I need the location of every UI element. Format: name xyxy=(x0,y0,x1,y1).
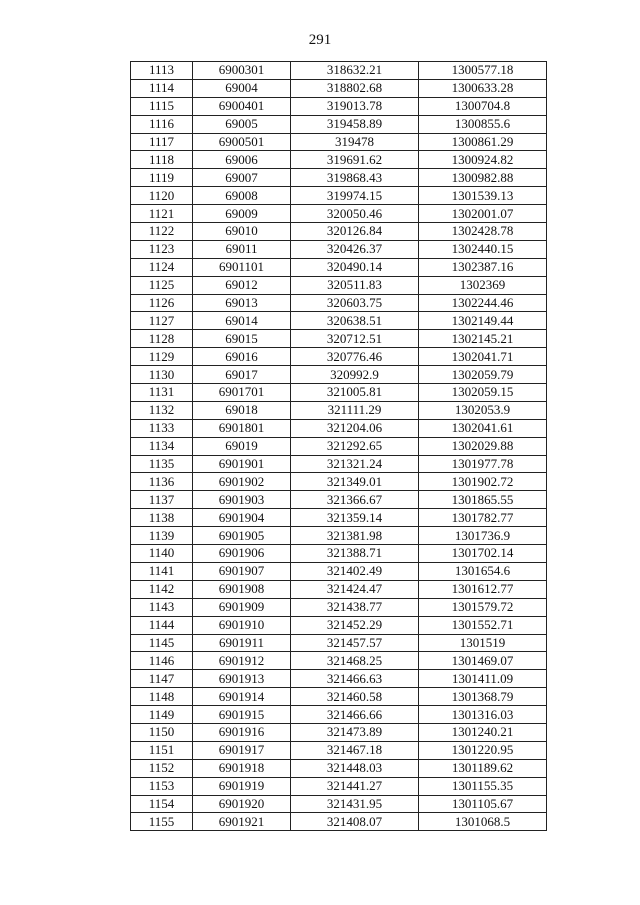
point-id-cell: 6901918 xyxy=(193,759,291,777)
point-id-cell: 6901919 xyxy=(193,777,291,795)
row-index-cell: 1115 xyxy=(131,97,193,115)
row-index-cell: 1136 xyxy=(131,473,193,491)
x-coordinate-cell: 321467.18 xyxy=(291,741,419,759)
y-coordinate-cell: 1301105.67 xyxy=(419,795,547,813)
point-id-cell: 69011 xyxy=(193,240,291,258)
table-row xyxy=(131,527,547,545)
row-index-cell: 1117 xyxy=(131,133,193,151)
row-index-cell: 1144 xyxy=(131,616,193,634)
row-index-cell: 1127 xyxy=(131,312,193,330)
row-index-cell: 1137 xyxy=(131,491,193,509)
point-id-cell: 6901913 xyxy=(193,670,291,688)
y-coordinate-cell: 1302244.46 xyxy=(419,294,547,312)
y-coordinate-cell: 1301220.95 xyxy=(419,741,547,759)
table-row xyxy=(131,240,547,258)
row-index-cell: 1133 xyxy=(131,419,193,437)
x-coordinate-cell: 321366.67 xyxy=(291,491,419,509)
x-coordinate-cell: 321408.07 xyxy=(291,813,419,831)
x-coordinate-cell: 320511.83 xyxy=(291,276,419,294)
y-coordinate-cell: 1300855.6 xyxy=(419,115,547,133)
table-row xyxy=(131,777,547,795)
row-index-cell: 1124 xyxy=(131,258,193,276)
point-id-cell: 69010 xyxy=(193,223,291,241)
row-index-cell: 1130 xyxy=(131,366,193,384)
y-coordinate-cell: 1301155.35 xyxy=(419,777,547,795)
table-row xyxy=(131,330,547,348)
point-id-cell: 6901701 xyxy=(193,384,291,402)
x-coordinate-cell: 320638.51 xyxy=(291,312,419,330)
y-coordinate-cell: 1301368.79 xyxy=(419,688,547,706)
row-index-cell: 1150 xyxy=(131,723,193,741)
x-coordinate-cell: 321457.57 xyxy=(291,634,419,652)
point-id-cell: 6901916 xyxy=(193,723,291,741)
point-id-cell: 69018 xyxy=(193,401,291,419)
x-coordinate-cell: 320603.75 xyxy=(291,294,419,312)
row-index-cell: 1140 xyxy=(131,545,193,563)
y-coordinate-cell: 1302029.88 xyxy=(419,437,547,455)
y-coordinate-cell: 1300633.28 xyxy=(419,79,547,97)
table-row xyxy=(131,795,547,813)
y-coordinate-cell: 1302041.61 xyxy=(419,419,547,437)
x-coordinate-cell: 321204.06 xyxy=(291,419,419,437)
point-id-cell: 6901101 xyxy=(193,258,291,276)
y-coordinate-cell: 1301519 xyxy=(419,634,547,652)
x-coordinate-cell: 321111.29 xyxy=(291,401,419,419)
y-coordinate-cell: 1300577.18 xyxy=(419,62,547,80)
point-id-cell: 69006 xyxy=(193,151,291,169)
y-coordinate-cell: 1300982.88 xyxy=(419,169,547,187)
table-row xyxy=(131,616,547,634)
point-id-cell: 6900401 xyxy=(193,97,291,115)
y-coordinate-cell: 1301240.21 xyxy=(419,723,547,741)
y-coordinate-cell: 1302145.21 xyxy=(419,330,547,348)
row-index-cell: 1121 xyxy=(131,205,193,223)
x-coordinate-cell: 321448.03 xyxy=(291,759,419,777)
table-row xyxy=(131,79,547,97)
y-coordinate-cell: 1302059.15 xyxy=(419,384,547,402)
row-index-cell: 1114 xyxy=(131,79,193,97)
y-coordinate-cell: 1300924.82 xyxy=(419,151,547,169)
table-row xyxy=(131,545,547,563)
table-row xyxy=(131,97,547,115)
row-index-cell: 1120 xyxy=(131,187,193,205)
point-id-cell: 6901902 xyxy=(193,473,291,491)
y-coordinate-cell: 1301977.78 xyxy=(419,455,547,473)
x-coordinate-cell: 321431.95 xyxy=(291,795,419,813)
table-row xyxy=(131,133,547,151)
point-id-cell: 6901910 xyxy=(193,616,291,634)
table-row xyxy=(131,723,547,741)
point-id-cell: 69005 xyxy=(193,115,291,133)
y-coordinate-cell: 1301865.55 xyxy=(419,491,547,509)
coordinates-table-body xyxy=(131,62,547,831)
x-coordinate-cell: 321292.65 xyxy=(291,437,419,455)
row-index-cell: 1143 xyxy=(131,598,193,616)
x-coordinate-cell: 321441.27 xyxy=(291,777,419,795)
table-row xyxy=(131,258,547,276)
row-index-cell: 1148 xyxy=(131,688,193,706)
x-coordinate-cell: 321402.49 xyxy=(291,562,419,580)
y-coordinate-cell: 1302428.78 xyxy=(419,223,547,241)
point-id-cell: 6901912 xyxy=(193,652,291,670)
point-id-cell: 69016 xyxy=(193,348,291,366)
y-coordinate-cell: 1301654.6 xyxy=(419,562,547,580)
row-index-cell: 1113 xyxy=(131,62,193,80)
table-row xyxy=(131,205,547,223)
table-row xyxy=(131,276,547,294)
table-row xyxy=(131,437,547,455)
x-coordinate-cell: 320126.84 xyxy=(291,223,419,241)
table-row xyxy=(131,384,547,402)
x-coordinate-cell: 320712.51 xyxy=(291,330,419,348)
point-id-cell: 69013 xyxy=(193,294,291,312)
point-id-cell: 6901914 xyxy=(193,688,291,706)
x-coordinate-cell: 321466.63 xyxy=(291,670,419,688)
row-index-cell: 1118 xyxy=(131,151,193,169)
table-row xyxy=(131,223,547,241)
y-coordinate-cell: 1302369 xyxy=(419,276,547,294)
table-row xyxy=(131,598,547,616)
point-id-cell: 69019 xyxy=(193,437,291,455)
y-coordinate-cell: 1302053.9 xyxy=(419,401,547,419)
table-row xyxy=(131,509,547,527)
coordinates-table xyxy=(130,61,547,831)
point-id-cell: 6901917 xyxy=(193,741,291,759)
table-row xyxy=(131,312,547,330)
y-coordinate-cell: 1302387.16 xyxy=(419,258,547,276)
y-coordinate-cell: 1301316.03 xyxy=(419,706,547,724)
table-row xyxy=(131,455,547,473)
y-coordinate-cell: 1302059.79 xyxy=(419,366,547,384)
table-row xyxy=(131,670,547,688)
x-coordinate-cell: 321473.89 xyxy=(291,723,419,741)
point-id-cell: 6901915 xyxy=(193,706,291,724)
point-id-cell: 6901908 xyxy=(193,580,291,598)
point-id-cell: 69004 xyxy=(193,79,291,97)
row-index-cell: 1122 xyxy=(131,223,193,241)
point-id-cell: 69012 xyxy=(193,276,291,294)
row-index-cell: 1116 xyxy=(131,115,193,133)
point-id-cell: 6901801 xyxy=(193,419,291,437)
point-id-cell: 6901907 xyxy=(193,562,291,580)
row-index-cell: 1146 xyxy=(131,652,193,670)
row-index-cell: 1135 xyxy=(131,455,193,473)
table-row xyxy=(131,706,547,724)
point-id-cell: 6900501 xyxy=(193,133,291,151)
row-index-cell: 1153 xyxy=(131,777,193,795)
point-id-cell: 6901901 xyxy=(193,455,291,473)
table-row xyxy=(131,187,547,205)
row-index-cell: 1154 xyxy=(131,795,193,813)
x-coordinate-cell: 321452.29 xyxy=(291,616,419,634)
point-id-cell: 6901920 xyxy=(193,795,291,813)
y-coordinate-cell: 1301068.5 xyxy=(419,813,547,831)
y-coordinate-cell: 1301469.07 xyxy=(419,652,547,670)
row-index-cell: 1141 xyxy=(131,562,193,580)
y-coordinate-cell: 1301782.77 xyxy=(419,509,547,527)
row-index-cell: 1142 xyxy=(131,580,193,598)
table-row xyxy=(131,169,547,187)
table-row xyxy=(131,348,547,366)
table-row xyxy=(131,580,547,598)
x-coordinate-cell: 319458.89 xyxy=(291,115,419,133)
y-coordinate-cell: 1301552.71 xyxy=(419,616,547,634)
table-row xyxy=(131,688,547,706)
point-id-cell: 69014 xyxy=(193,312,291,330)
x-coordinate-cell: 319478 xyxy=(291,133,419,151)
row-index-cell: 1155 xyxy=(131,813,193,831)
table-row xyxy=(131,151,547,169)
y-coordinate-cell: 1300861.29 xyxy=(419,133,547,151)
table-row xyxy=(131,562,547,580)
row-index-cell: 1131 xyxy=(131,384,193,402)
x-coordinate-cell: 320426.37 xyxy=(291,240,419,258)
row-index-cell: 1132 xyxy=(131,401,193,419)
point-id-cell: 69015 xyxy=(193,330,291,348)
x-coordinate-cell: 321005.81 xyxy=(291,384,419,402)
row-index-cell: 1119 xyxy=(131,169,193,187)
y-coordinate-cell: 1302440.15 xyxy=(419,240,547,258)
x-coordinate-cell: 319974.15 xyxy=(291,187,419,205)
row-index-cell: 1134 xyxy=(131,437,193,455)
table-row xyxy=(131,401,547,419)
y-coordinate-cell: 1302149.44 xyxy=(419,312,547,330)
row-index-cell: 1126 xyxy=(131,294,193,312)
row-index-cell: 1125 xyxy=(131,276,193,294)
point-id-cell: 6901905 xyxy=(193,527,291,545)
x-coordinate-cell: 319868.43 xyxy=(291,169,419,187)
y-coordinate-cell: 1301579.72 xyxy=(419,598,547,616)
y-coordinate-cell: 1300704.8 xyxy=(419,97,547,115)
point-id-cell: 6901906 xyxy=(193,545,291,563)
row-index-cell: 1129 xyxy=(131,348,193,366)
y-coordinate-cell: 1301539.13 xyxy=(419,187,547,205)
y-coordinate-cell: 1301612.77 xyxy=(419,580,547,598)
x-coordinate-cell: 320992.9 xyxy=(291,366,419,384)
row-index-cell: 1147 xyxy=(131,670,193,688)
x-coordinate-cell: 318802.68 xyxy=(291,79,419,97)
table-row xyxy=(131,419,547,437)
table-row xyxy=(131,366,547,384)
point-id-cell: 69009 xyxy=(193,205,291,223)
point-id-cell: 6901903 xyxy=(193,491,291,509)
y-coordinate-cell: 1302001.07 xyxy=(419,205,547,223)
point-id-cell: 6901911 xyxy=(193,634,291,652)
page-number: 291 xyxy=(308,32,332,48)
y-coordinate-cell: 1301902.72 xyxy=(419,473,547,491)
x-coordinate-cell: 320776.46 xyxy=(291,348,419,366)
row-index-cell: 1139 xyxy=(131,527,193,545)
point-id-cell: 6900301 xyxy=(193,62,291,80)
table-row xyxy=(131,491,547,509)
table-row xyxy=(131,473,547,491)
table-row xyxy=(131,294,547,312)
x-coordinate-cell: 320050.46 xyxy=(291,205,419,223)
y-coordinate-cell: 1301189.62 xyxy=(419,759,547,777)
x-coordinate-cell: 321388.71 xyxy=(291,545,419,563)
y-coordinate-cell: 1301736.9 xyxy=(419,527,547,545)
point-id-cell: 69008 xyxy=(193,187,291,205)
x-coordinate-cell: 321466.66 xyxy=(291,706,419,724)
x-coordinate-cell: 321321.24 xyxy=(291,455,419,473)
x-coordinate-cell: 321460.58 xyxy=(291,688,419,706)
x-coordinate-cell: 321359.14 xyxy=(291,509,419,527)
point-id-cell: 69007 xyxy=(193,169,291,187)
x-coordinate-cell: 319013.78 xyxy=(291,97,419,115)
row-index-cell: 1145 xyxy=(131,634,193,652)
x-coordinate-cell: 321438.77 xyxy=(291,598,419,616)
x-coordinate-cell: 321468.25 xyxy=(291,652,419,670)
point-id-cell: 6901904 xyxy=(193,509,291,527)
point-id-cell: 6901921 xyxy=(193,813,291,831)
row-index-cell: 1149 xyxy=(131,706,193,724)
table-row xyxy=(131,741,547,759)
x-coordinate-cell: 320490.14 xyxy=(291,258,419,276)
row-index-cell: 1152 xyxy=(131,759,193,777)
row-index-cell: 1138 xyxy=(131,509,193,527)
y-coordinate-cell: 1301702.14 xyxy=(419,545,547,563)
y-coordinate-cell: 1302041.71 xyxy=(419,348,547,366)
x-coordinate-cell: 321349.01 xyxy=(291,473,419,491)
table-row xyxy=(131,813,547,831)
point-id-cell: 6901909 xyxy=(193,598,291,616)
x-coordinate-cell: 321424.47 xyxy=(291,580,419,598)
table-row xyxy=(131,115,547,133)
row-index-cell: 1123 xyxy=(131,240,193,258)
row-index-cell: 1128 xyxy=(131,330,193,348)
table-row xyxy=(131,62,547,80)
x-coordinate-cell: 318632.21 xyxy=(291,62,419,80)
table-row xyxy=(131,759,547,777)
table-row xyxy=(131,634,547,652)
x-coordinate-cell: 319691.62 xyxy=(291,151,419,169)
row-index-cell: 1151 xyxy=(131,741,193,759)
table-row xyxy=(131,652,547,670)
x-coordinate-cell: 321381.98 xyxy=(291,527,419,545)
point-id-cell: 69017 xyxy=(193,366,291,384)
y-coordinate-cell: 1301411.09 xyxy=(419,670,547,688)
